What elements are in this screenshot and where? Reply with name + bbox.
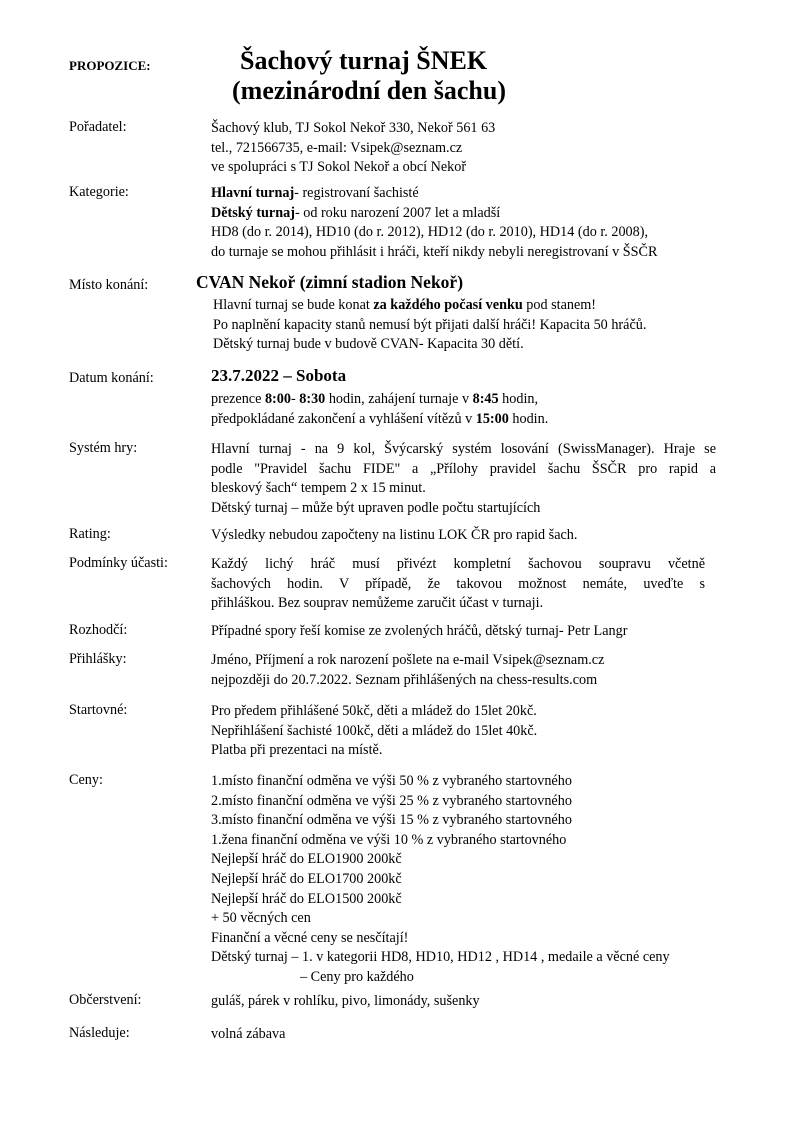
prize-line: Nejlepší hráč do ELO1500 200kč: [211, 890, 402, 907]
prize-line: Nejlepší hráč do ELO1700 200kč: [211, 870, 402, 887]
organizer-label: Pořadatel:: [69, 119, 127, 135]
venue-line: Hlavní turnaj se bude konat za každého počasí venku pod stanem!: [213, 297, 597, 313]
venue-line: Dětský turnaj bude v budově CVAN- Kapacita 30 dětí.: [213, 336, 524, 353]
prize-line: Finanční a věcné ceny se nesčítají!: [211, 929, 409, 946]
fee-line: Platba při prezentaci na místě.: [211, 742, 383, 759]
rating-label: Rating:: [69, 526, 111, 542]
system-line: bleskový šach“ tempem 2 x 15 minut.: [211, 480, 426, 497]
organizer-line: Šachový klub, TJ Sokol Nekoř 330, Nekoř 561 63: [211, 120, 496, 136]
organizer-section: [211, 119, 495, 178]
venue-line: Po naplnění kapacity stanů nemusí být přijati další hráči! Kapacita 50 hráčů.: [213, 316, 647, 333]
fee-section: [211, 702, 537, 761]
refreshments-label: Občerstvení:: [69, 992, 142, 1008]
prize-line: 1.žena finanční odměna ve výši 10 % z vybraného startovného: [211, 831, 567, 848]
system-line: podle "Pravidel šachu FIDE" a „Přílohy pravidel šachu ŠSČR pro rapid a: [211, 460, 716, 477]
conditions-line: šachových hodin. V případě, že takovou možnost nemáte, uveďte s: [211, 575, 705, 592]
category-kids-title: Dětský turnaj: [211, 204, 295, 221]
registration-line: nejpozději do 20.7.2022. Seznam přihlášených na chess-results.com: [211, 671, 598, 688]
conditions-line: Každý lichý hráč musí přivézt kompletní šachovou soupravu včetně: [211, 556, 705, 572]
conditions-line: přihláškou. Bez souprav nemůžeme zaručit účast v turnaji.: [211, 595, 544, 612]
refreshments-text: guláš, párek v rohlíku, pivo, limonády, sušenky: [211, 993, 480, 1009]
header-label: PROPOZICE:: [69, 58, 151, 73]
categories-section: [211, 184, 657, 262]
organizer-line: tel., 721566735, e-mail: Vsipek@seznam.cz: [211, 139, 463, 156]
date-details: [211, 390, 548, 429]
page-title: Šachový turnaj ŠNEK: [240, 46, 488, 75]
registration-label: Přihlášky:: [69, 651, 127, 667]
prize-line: Nejlepší hráč do ELO1900 200kč: [211, 851, 402, 868]
category-age-groups: HD8 (do r. 2014), HD10 (do r. 2012), HD12 (do r. 2010), HD14 (do r. 2008),: [211, 224, 649, 241]
date-title: 23.7.2022 – Sobota: [211, 366, 347, 385]
category-main-title: Hlavní turnaj: [211, 185, 295, 201]
referee-text: Případné spory řeší komise ze zvolených hráčů, dětský turnaj- Petr Langr: [211, 623, 628, 639]
date-line: prezence 8:00- 8:30 hodin, zahájení turnaje v 8:45 hodin,: [211, 391, 539, 407]
venue-title: CVAN Nekoř (zimní stadion Nekoř): [196, 272, 464, 292]
prize-line: 2.místo finanční odměna ve výši 25 % z vybraného startovného: [211, 792, 572, 809]
date-line: předpokládané zakončení a vyhlášení vítězů v 15:00 hodin.: [211, 410, 549, 427]
prize-line: + 50 věcných cen: [211, 910, 311, 927]
categories-label: Kategorie:: [69, 184, 129, 200]
venue-details: [213, 296, 646, 355]
registration-section: [211, 651, 604, 690]
system-section: [211, 440, 716, 518]
fee-label: Startovné:: [69, 702, 128, 718]
fee-line: Pro předem přihlášené 50kč, děti a mládež do 15let 20kč.: [211, 703, 537, 719]
rating-text: Výsledky nebudou započteny na listinu LOK ČR pro rapid šach.: [211, 527, 578, 543]
prizes-label: Ceny:: [69, 772, 103, 788]
prize-line: 3.místo finanční odměna ve výši 15 % z vybraného startovného: [211, 812, 572, 829]
prize-line: 1.místo finanční odměna ve výši 50 % z vybraného startovného: [211, 773, 572, 789]
category-kids-desc: - od roku narození 2007 let a mladší: [294, 204, 501, 221]
following-text: volná zábava: [211, 1026, 286, 1042]
venue-label: Místo konání:: [69, 277, 149, 293]
fee-line: Nepřihlášení šachisté 100kč, děti a mládež do 15let 40kč.: [211, 722, 538, 739]
category-main: [211, 184, 657, 204]
prizes-section: [211, 772, 670, 988]
referee-label: Rozhodčí:: [69, 622, 128, 638]
conditions-label: Podmínky účasti:: [69, 555, 168, 571]
prize-line: Dětský turnaj – 1. v kategorii HD8, HD10, HD12 , HD14 , medaile a věcné ceny: [211, 949, 670, 966]
category-main-desc: - registrovaní šachisté: [294, 185, 419, 201]
organizer-line: ve spolupráci s TJ Sokol Nekoř a obcí Nekoř: [211, 159, 467, 176]
prize-line: – Ceny pro každého: [300, 968, 414, 985]
category-note: do turnaje se mohou přihlásit i hráči, kteří nikdy nebyli neregistrovaní v ŠSČR: [211, 243, 658, 260]
system-line: Hlavní turnaj - na 9 kol, Švýcarský systém losování (SwissManager). Hraje se: [211, 441, 716, 457]
date-label: Datum konání:: [69, 370, 154, 386]
conditions-section: [211, 555, 705, 614]
registration-line: Jméno, Příjmení a rok narození pošlete na e-mail Vsipek@seznam.cz: [211, 652, 605, 668]
category-kids: [211, 204, 657, 224]
system-label: Systém hry:: [69, 440, 138, 456]
page-subtitle: (mezinárodní den šachu): [232, 76, 506, 105]
following-label: Následuje:: [69, 1025, 130, 1041]
system-line: Dětský turnaj – může být upraven podle počtu startujících: [211, 499, 541, 516]
